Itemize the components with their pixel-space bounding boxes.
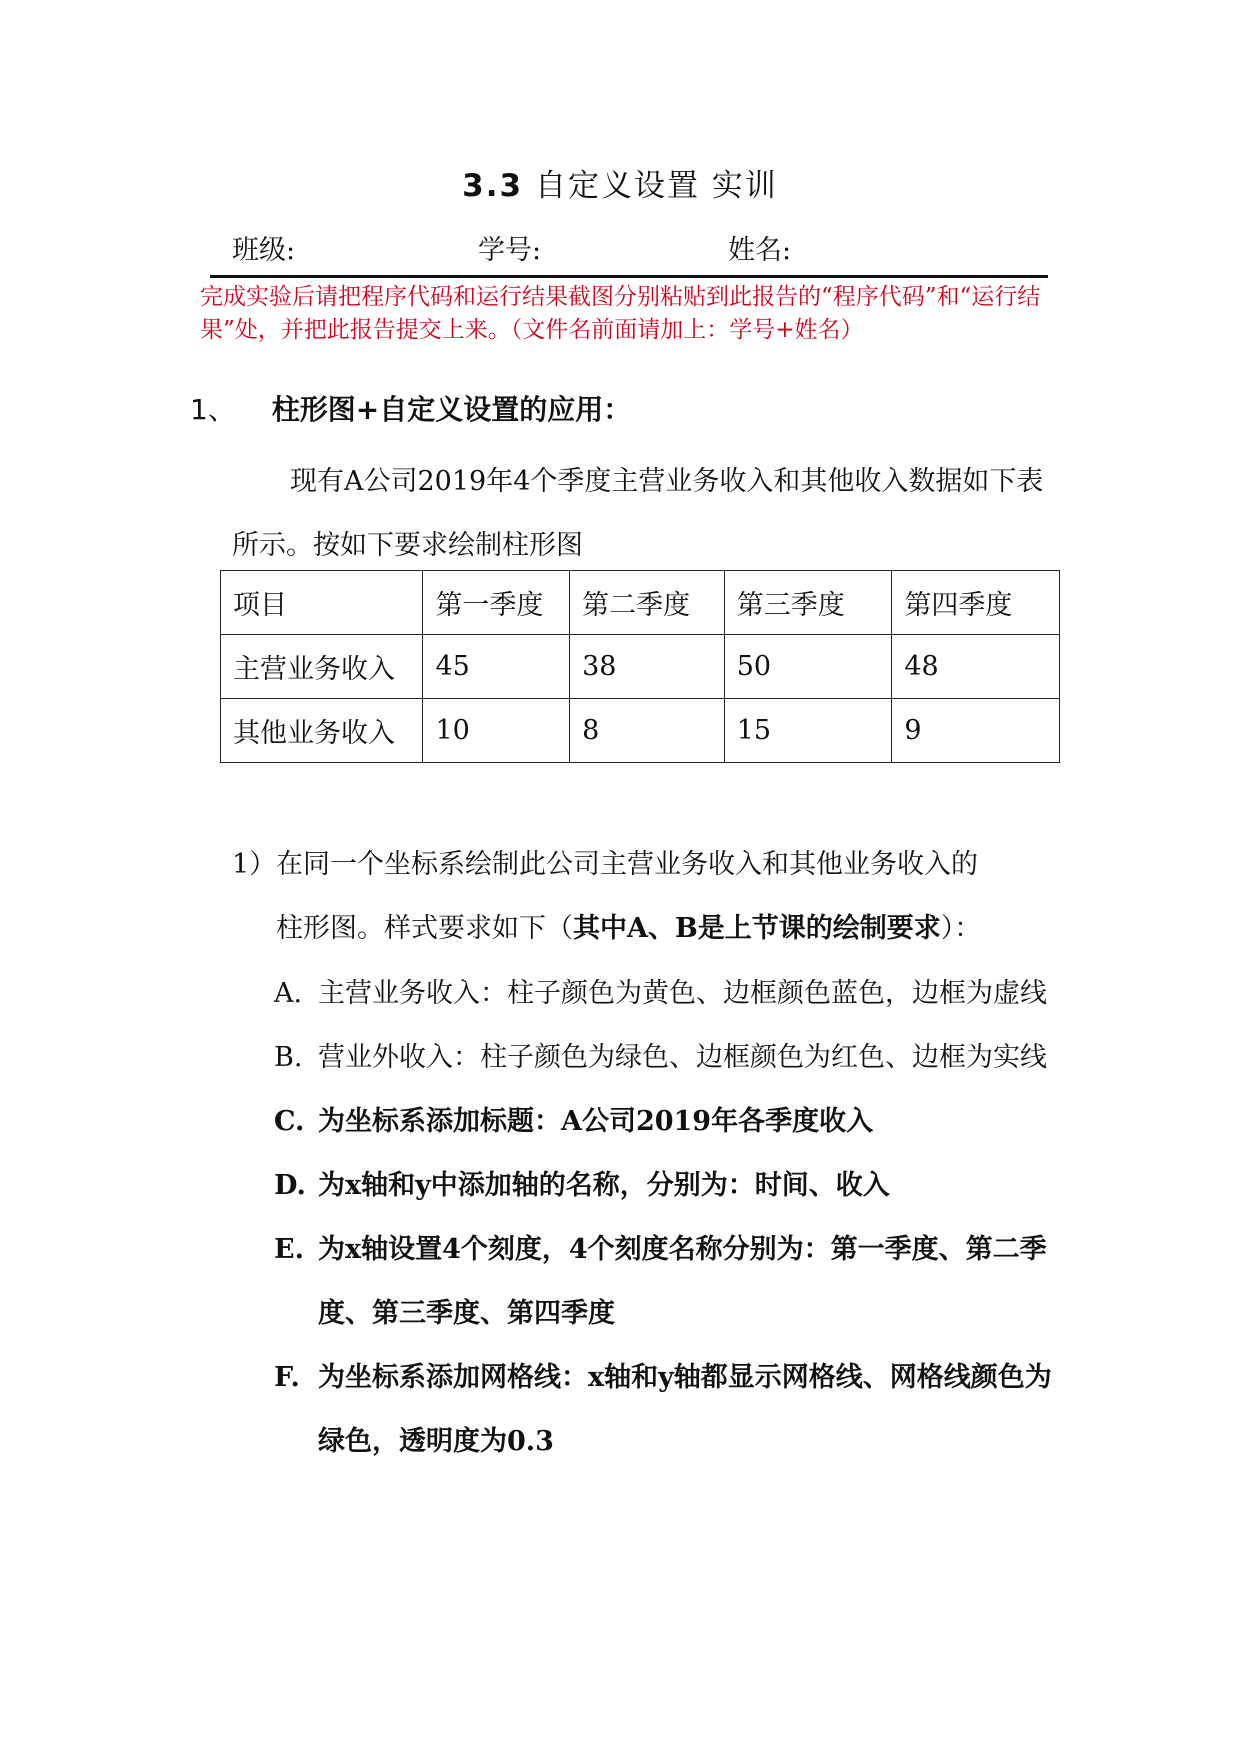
table-cell: 其他业务收入 <box>221 699 423 763</box>
table-cell: 15 <box>724 699 892 763</box>
option-item <box>274 1346 1064 1474</box>
requirement-options <box>274 962 1064 1474</box>
table-header-cell: 项目 <box>221 571 423 635</box>
option-letter: D. <box>274 1170 306 1201</box>
option-letter: F. <box>274 1362 300 1393</box>
option-item <box>274 1090 1064 1154</box>
submission-notice: 完成实验后请把程序代码和运行结果截图分别粘贴到此报告的“程序代码”和“运行结果”处，并把此报告提交上来。（文件名前面请加上：学号+姓名） <box>200 284 1041 343</box>
table-cell: 10 <box>423 699 570 763</box>
table-cell: 9 <box>892 699 1060 763</box>
revenue-table <box>220 570 1060 763</box>
title-text: 自定义设置 实训 <box>534 168 778 204</box>
page-title <box>0 160 1240 205</box>
table-header-cell: 第二季度 <box>570 571 725 635</box>
requirement-line-1: 在同一个坐标系绘制此公司主营业务收入和其他业务收入的 <box>276 849 978 880</box>
table-header-cell: 第三季度 <box>724 571 892 635</box>
option-text: 为坐标系添加标题：A公司2019年各季度收入 <box>318 1106 874 1137</box>
table-cell: 48 <box>892 635 1060 699</box>
option-letter: E. <box>274 1234 304 1265</box>
option-letter: B. <box>274 1042 303 1073</box>
intro-text: 现有A公司2019年4个季度主营业务收入和其他收入数据如下表所示。按如下要求绘制柱形图 <box>232 466 1044 561</box>
requirement-1 <box>232 833 1057 961</box>
option-text: 为x轴和y中添加轴的名称，分别为：时间、收入 <box>318 1170 890 1201</box>
option-item <box>274 1218 1064 1346</box>
table-row <box>221 699 1060 763</box>
option-text: 主营业务收入：柱子颜色为黄色、边框颜色蓝色，边框为虚线 <box>318 978 1047 1009</box>
table-header-row <box>221 571 1060 635</box>
title-number: 3.3 <box>462 168 524 204</box>
option-text: 为x轴设置4个刻度，4个刻度名称分别为：第一季度、第二季度、第三季度、第四季度 <box>318 1234 1047 1329</box>
table-cell: 主营业务收入 <box>221 635 423 699</box>
section-heading <box>190 388 631 428</box>
requirement-label: 1） <box>232 849 277 880</box>
student-id-label: 学号: <box>478 235 542 266</box>
table-cell: 38 <box>570 635 725 699</box>
requirement-line-2-end: ）： <box>940 913 982 944</box>
requirement-line-2-bold: 其中A、B是上节课的绘制要求 <box>573 913 941 944</box>
section-number: 1、 <box>190 393 236 426</box>
option-text: 营业外收入：柱子颜色为绿色、边框颜色为红色、边框为实线 <box>318 1042 1047 1073</box>
option-letter: A. <box>274 978 303 1009</box>
option-text: 为坐标系添加网格线：x轴和y轴都显示网格线、网格线颜色为绿色，透明度为0.3 <box>318 1362 1052 1457</box>
table-row <box>221 635 1060 699</box>
table-cell: 8 <box>570 699 725 763</box>
requirement-line-2: 柱形图。样式要求如下（ <box>276 913 573 944</box>
class-label: 班级: <box>232 235 296 266</box>
section-title: 柱形图+自定义设置的应用： <box>271 393 632 426</box>
student-name-label: 姓名: <box>728 235 792 266</box>
table-cell: 45 <box>423 635 570 699</box>
option-item <box>274 1154 1064 1218</box>
option-item <box>274 962 1064 1026</box>
header-divider <box>210 275 1048 278</box>
option-item <box>274 1026 1064 1090</box>
table-cell: 50 <box>724 635 892 699</box>
intro-paragraph <box>232 450 1052 578</box>
table-header-cell: 第四季度 <box>892 571 1060 635</box>
table-header-cell: 第一季度 <box>423 571 570 635</box>
option-letter: C. <box>274 1106 305 1137</box>
